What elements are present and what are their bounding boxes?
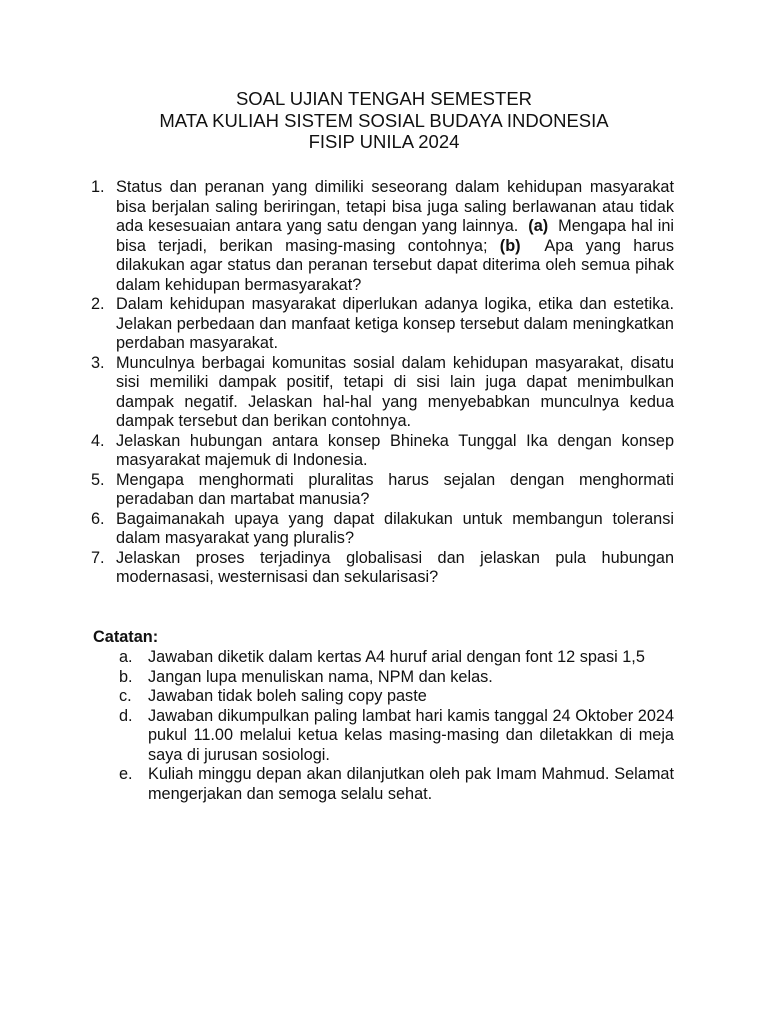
- note-item: [119, 707, 674, 766]
- notes-title: Catatan:: [93, 628, 159, 646]
- question-number: 4.: [91, 431, 105, 450]
- question-number: 1.: [91, 178, 105, 196]
- question-item: [91, 432, 674, 471]
- question-subpart-a: Mengapa hal ini bisa terjadi, berikan masing-masing contohnya;: [116, 217, 674, 255]
- notes-list: [119, 648, 674, 804]
- question-item: [91, 295, 674, 354]
- question-text: Dalam kehidupan masyarakat diperlukan adanya logika, etika dan estetika. Jelakan perbedaan dan manfaat ketiga konsep tersebut dalam meningkatkan perdaban masyarakat.: [116, 295, 674, 352]
- question-subpart-b: Apa yang harus dilakukan agar status dan peranan tersebut dapat diterima oleh semua pihak dalam kehidupan bermasyarakat?: [116, 236, 674, 294]
- note-letter: c.: [119, 687, 132, 705]
- question-item: [91, 510, 674, 549]
- faculty-year: FISIP UNILA 2024: [308, 131, 460, 152]
- question-item: [91, 354, 674, 432]
- note-letter: a.: [119, 648, 133, 666]
- question-item: [91, 178, 674, 295]
- question-number: 6.: [91, 509, 105, 528]
- question-item: [91, 549, 674, 588]
- note-letter: e.: [119, 765, 133, 783]
- note-item: [119, 668, 674, 688]
- question-text: Jelaskan proses terjadinya globalisasi dan jelaskan pula hubungan modernasasi, westernisasi dan sekularisasi?: [116, 548, 674, 586]
- question-text: Mengapa menghormati pluralitas harus sejalan dengan menghormati peradaban dan martabat manusia?: [116, 470, 674, 508]
- note-text: Jawaban tidak boleh saling copy paste: [148, 687, 427, 705]
- note-text: Jawaban dikumpulkan paling lambat hari kamis tanggal 24 Oktober 2024 pukul 11.00 melalui ketua kelas masing-masing dan diletakkan di meja saya di jurusan sosiologi.: [148, 706, 674, 764]
- note-text: Jangan lupa menuliskan nama, NPM dan kelas.: [148, 667, 493, 686]
- question-number: 5.: [91, 470, 105, 489]
- course-title: MATA KULIAH SISTEM SOSIAL BUDAYA INDONESIA: [159, 109, 609, 131]
- question-number: 3.: [91, 353, 105, 372]
- question-marker-a: (a): [528, 217, 549, 235]
- question-text: Munculnya berbagai komunitas sosial dalam kehidupan masyarakat, disatu sisi memiliki dampak positif, tetapi di sisi lain juga dapat menimbulkan dampak negatif. Jelaskan hal-hal yang menyebabkan munculnya kedua dampak tersebut dan berikan contohnya.: [116, 353, 674, 430]
- note-letter: d.: [119, 706, 133, 725]
- question-text: Status dan peranan yang dimiliki seseorang dalam kehidupan masyarakat bisa berjalan saling beriringan, tetapi bisa juga saling berlawanan atau tidak ada kesesuaian antara yang satu dengan yang lainnya.: [116, 178, 674, 235]
- note-item: [119, 648, 674, 668]
- note-text: Jawaban diketik dalam kertas A4 huruf arial dengan font 12 spasi 1,5: [148, 648, 645, 666]
- note-letter: b.: [119, 667, 133, 686]
- question-text: Jelaskan hubungan antara konsep Bhineka Tunggal Ika dengan konsep masyarakat majemuk di Indonesia.: [116, 431, 674, 469]
- note-item: [119, 687, 674, 707]
- question-text: Bagaimanakah upaya yang dapat dilakukan untuk membangun toleransi dalam masyarakat yang pluralis?: [116, 509, 674, 547]
- question-number: 7.: [91, 548, 105, 567]
- exam-title: SOAL UJIAN TENGAH SEMESTER: [235, 88, 533, 109]
- exam-header: [0, 88, 768, 153]
- question-marker-b: (b): [499, 236, 521, 255]
- question-number: 2.: [91, 295, 105, 313]
- note-item: [119, 765, 674, 804]
- question-list: [91, 178, 674, 588]
- question-item: [91, 471, 674, 510]
- note-text: Kuliah minggu depan akan dilanjutkan oleh pak Imam Mahmud. Selamat mengerjakan dan semoga selalu sehat.: [148, 765, 674, 803]
